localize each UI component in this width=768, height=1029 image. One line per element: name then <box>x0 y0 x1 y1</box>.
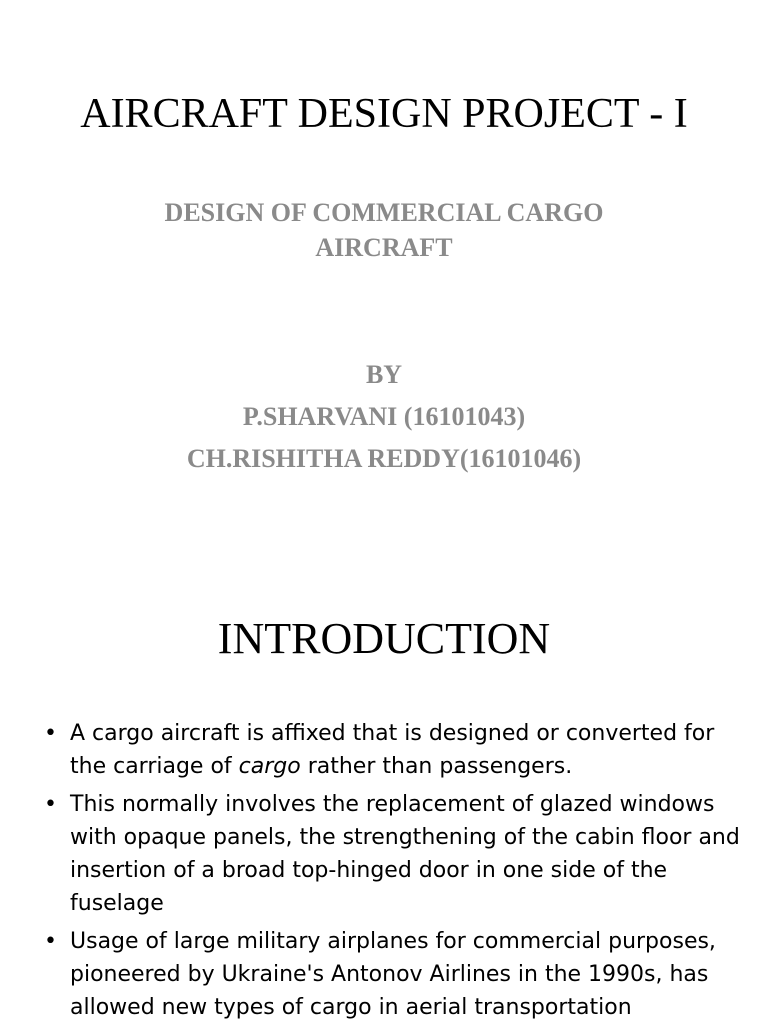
slide-title: AIRCRAFT DESIGN PROJECT - I <box>80 91 688 137</box>
bullet-list <box>44 717 744 1029</box>
introduction-slide <box>0 560 768 1024</box>
slide-subtitle <box>84 195 684 265</box>
authors-block <box>84 354 684 480</box>
author-1: P.SHARVANI (16101043) <box>242 402 526 431</box>
bullet-text-1-before: A cargo aircraft is affixed that is designed or converted for the carriage of <box>70 721 715 779</box>
bullet-item-3 <box>44 925 744 1024</box>
bullet-text-1-emphasis: cargo <box>238 754 301 779</box>
bullet-dot-icon: • <box>44 792 57 817</box>
author-2: CH.RISHITHA REDDY(16101046) <box>186 444 582 473</box>
bullet-dot-icon: • <box>44 721 57 746</box>
bullet-item-1 <box>44 717 744 783</box>
bullet-text-3: Usage of large military airplanes for commercial purposes, pioneered by Ukraine's Antonov Airlines in the 1990s, has allowed new types of cargo in aerial transportation <box>70 929 716 1020</box>
subtitle-line-1: DESIGN OF COMMERCIAL CARGO <box>164 198 604 227</box>
introduction-title: INTRODUCTION <box>217 614 551 663</box>
by-label: BY <box>365 360 403 389</box>
bullet-text-1-after: rather than passengers. <box>300 754 573 779</box>
bullet-text-2: This normally involves the replacement of glazed windows with opaque panels, the strengthening of the cabin floor and insertion of a broad top-hinged door in one side of the fuselage <box>70 792 740 916</box>
subtitle-line-2: AIRCRAFT <box>315 233 453 262</box>
bullet-item-2 <box>44 788 744 920</box>
bullet-dot-icon: • <box>44 929 57 954</box>
